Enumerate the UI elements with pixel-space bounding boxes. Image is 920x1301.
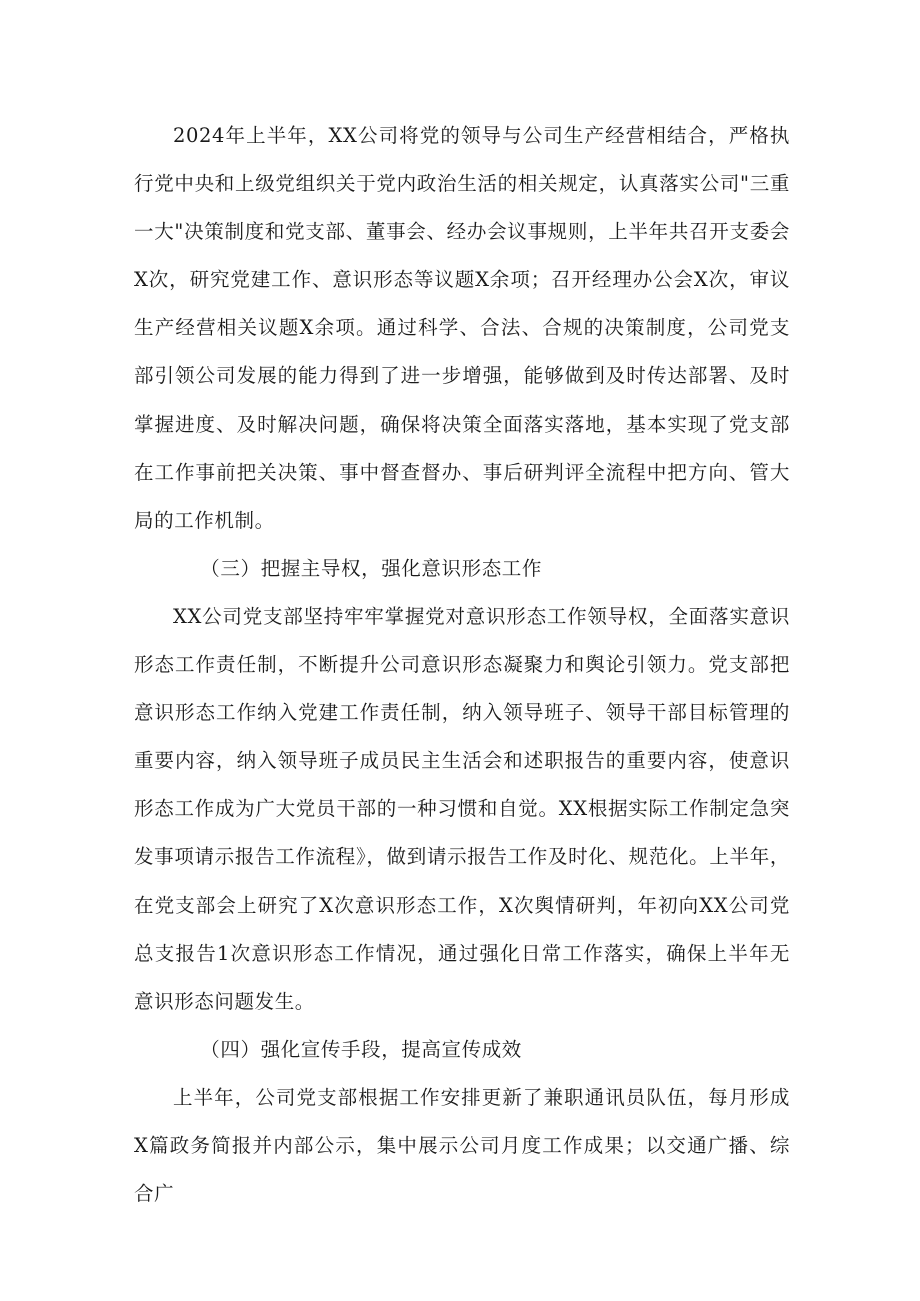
paragraph-decision-making: 2024年上半年，XX公司将党的领导与公司生产经营相结合，严格执行党中央和上级党组织关于党内政治生活的相关规定，认真落实公司"三重一大"决策制度和党支部、董事会、经办会议事规则，上半年共召开支委会X次，研究党建工作、意识形态等议题X余项；召开经理办公会X次，审议生产经营相关议题X余项。通过科学、合法、合规的决策制度，公司党支部引领公司发展的能力得到了进一步增强，能够做到及时传达部署、及时掌握进度、及时解决问题，确保将决策全面落实落地，基本实现了党支部在工作事前把关决策、事中督查督办、事后研判评全流程中把方向、管大局的工作机制。 — [134, 124, 790, 532]
paragraph-ideology-work: XX公司党支部坚持牢牢掌握党对意识形态工作领导权，全面落实意识形态工作责任制，不断提升公司意识形态凝聚力和舆论引领力。党支部把意识形态工作纳入党建工作责任制，纳入领导班子、领导干部目标管理的重要内容，纳入领导班子成员民主生活会和述职报告的重要内容，使意识形态工作成为广大党员干部的一种习惯和自觉。XX根据实际工作制定急突发事项请示报告工作流程》，做到请示报告工作及时化、规范化。上半年，在党支部会上研究了X次意识形态工作，X次舆情研判，年初向XX公司党总支报告1次意识形态工作情况，通过强化日常工作落实，确保上半年无意识形态问题发生。 — [134, 604, 790, 1013]
paragraph-publicity-work: 上半年，公司党支部根据工作安排更新了兼职通讯员队伍，每月形成X篇政务简报并内部公示，集中展示公司月度工作成果；以交通广播、综合广 — [134, 1085, 790, 1206]
section-heading-ideology: （三）把握主导权，强化意识形态工作 — [200, 556, 542, 580]
section-heading-publicity: （四）强化宣传手段，提高宣传成效 — [200, 1037, 522, 1061]
